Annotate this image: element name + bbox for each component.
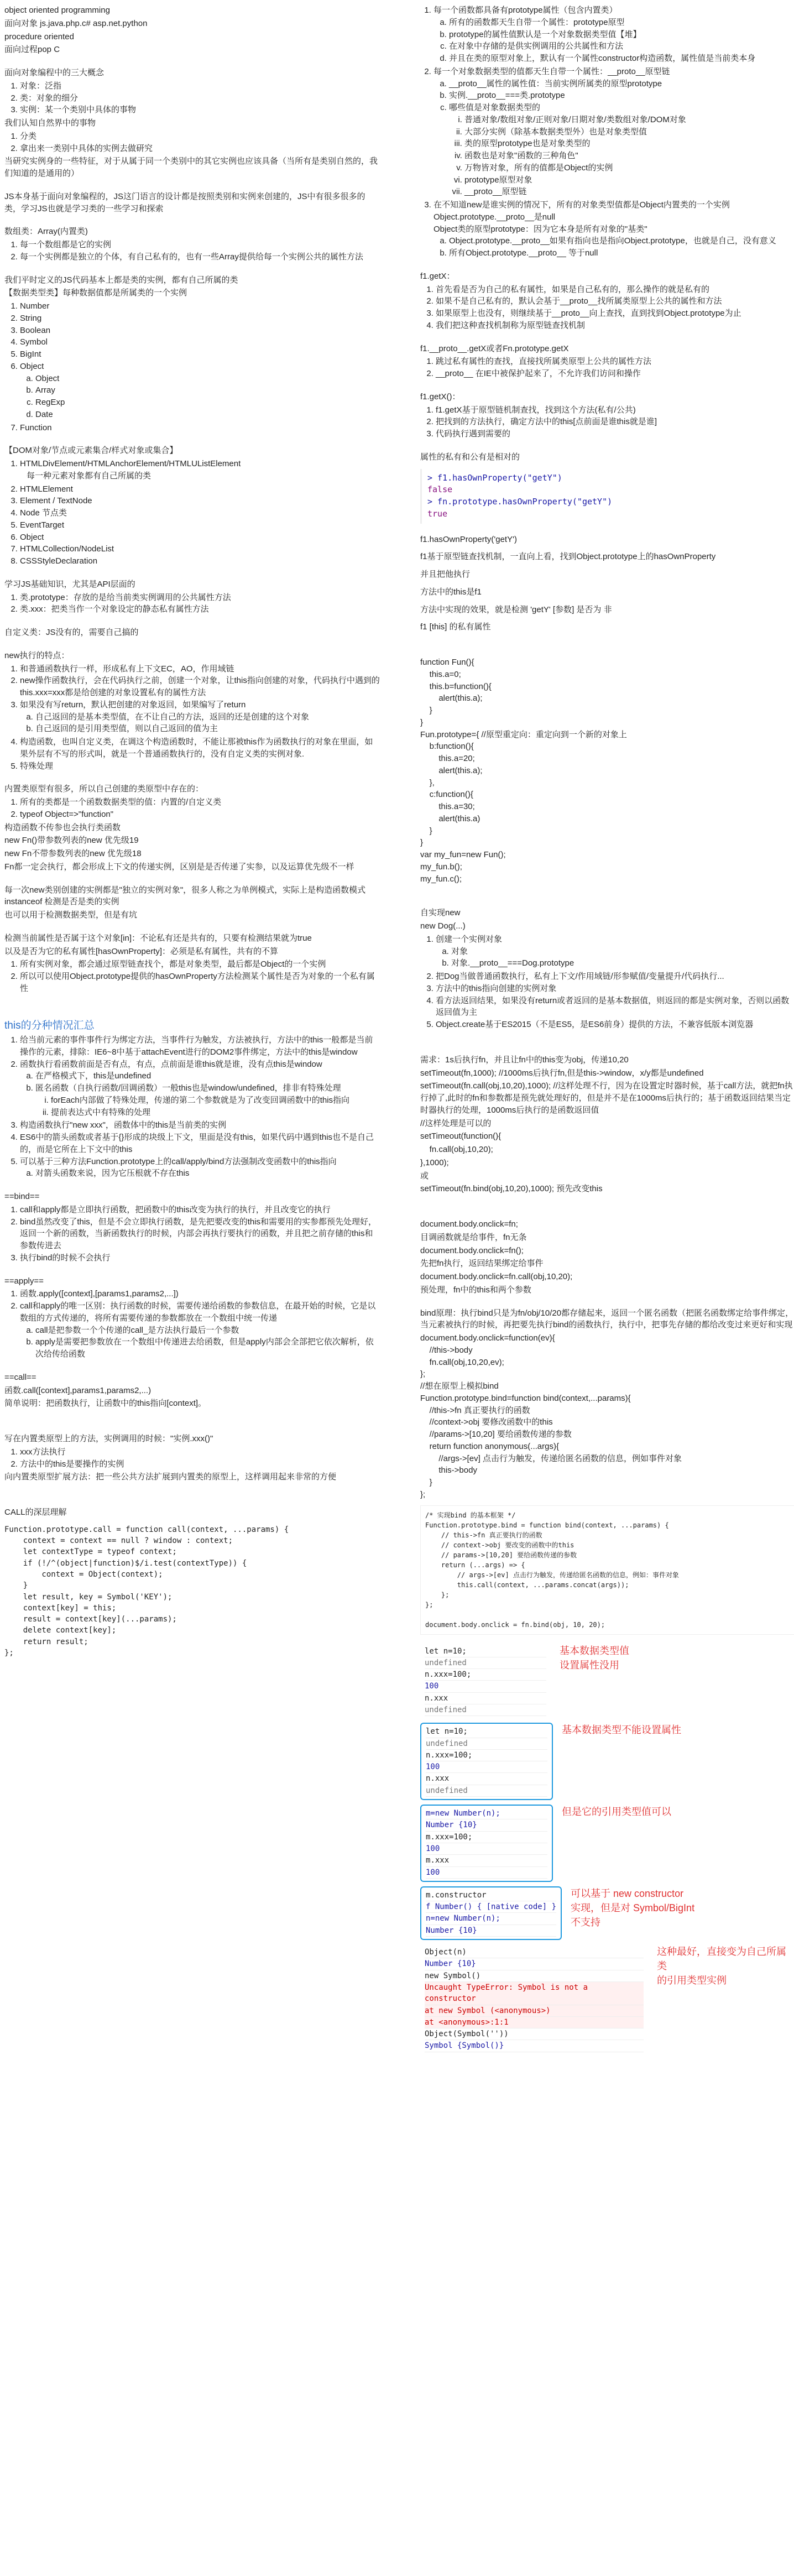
getx3-title: f1.getX()： <box>420 392 461 401</box>
devtools-line: n.xxx <box>425 1693 546 1704</box>
life-text: 我们认知自然界中的事物 <box>4 118 96 128</box>
new-return-rules <box>20 711 380 736</box>
obj-note-3a: a. Object.prototype.__proto__如果有指向也是指向Object.prototype，也就是自己，没有意义 <box>449 235 794 247</box>
timer-line: setTimeout(fn.bind(obj,10,20),1000); 预先改变this <box>420 1184 603 1194</box>
new-impl-item: 1. 创建一个实例对象 a. 对象 b. 对象.__proto__===Dog.prototype <box>436 934 794 969</box>
this-call-case: a. 对箭头函数来说，因为它压根就不存在this <box>35 1167 380 1180</box>
timer-line: //这样处理是可以的 <box>420 1118 492 1128</box>
click-line: document.body.onclick=fn(); <box>420 1245 524 1255</box>
bind-desc: bind原理：执行bind只是为fn/obj/10/20都存储起来，返回一个匿名函数（把匿名函数绑定给事件绑定，当元素被执行的时候，再把要先执行bind的函数执行，执行中，把事先存储的都给改变过来更好和实现 <box>420 1308 794 1330</box>
click-line: 预处理，fn中的this和两个参数 <box>420 1285 531 1295</box>
devtools-line: 100 <box>426 1843 547 1855</box>
datatype-item: 2. String <box>20 312 380 325</box>
this-item: 5. 可以基于三种方法Function.prototype上的call/apply/bind方法强制改变函数中的this指向 a. 对箭头函数来说，因为它压根就不存在this <box>20 1156 380 1180</box>
apply-item: 2. call和apply的唯一区别：执行函数的时候，需要传递给函数的参数信息，在最开始的时候，它是以数组的方式传递的，将所有需要传递的参数都放在一个数组中统一传递 a. call是把参数一个个传递的call_是方法执行最后一个参数 b. apply是需要把参数放在一个数组中传递进去给函数，但是apply内部会全部把它依次解析，依次给传给函数 <box>20 1300 380 1360</box>
devtools-line: Number {10} <box>426 1819 547 1831</box>
dom-note: 每一种元素对象都有自己所属的类 <box>27 471 152 481</box>
devtools-line: let n=10; <box>426 1726 547 1738</box>
builtin-item: 1. 所有的类都是一个函数数据类型的值：内置的/自定义类 <box>20 796 380 809</box>
devtools-console-dev1 <box>420 1644 551 1719</box>
datatype-intro: 我们平时定义的JS代码基本上都是类的实例，都有自己所属的类 <box>4 275 238 285</box>
array-item: 1. 每一个数组都是它的实例 <box>20 239 380 251</box>
para-2: JS本身基于面向对象编程的，JS这门语言的设计都是按照类别和实例来创建的，JS中有很多很多的类，学习JS也就是学习类的一些学习和探索 <box>4 191 365 213</box>
datatype-item: 6. Object a. Object b. Array c. RegExp d. Date <box>20 361 380 421</box>
intro-line: 面向过程pop C <box>4 45 60 55</box>
this-item: 4. ES6中的箭头函数或者基于{}形成的块级上下文，里面是没有this，如果代码中遇到this也不是自己的，而是它所在上下文中的this <box>20 1131 380 1156</box>
devtools-block-dev2 <box>420 1723 794 1800</box>
new-return-rule: b. 自己返回的是引用类型值，则以自己返回的值为主 <box>35 723 380 735</box>
timer-line: setTimeout(fn.call(obj,10,20),1000); //这样处理不行，因为在设置定时器时候，基于call方法，就把fn执行掉了,此时的fn和参数都是预先就处理好的，但是并不是在1000ms后执行的；基于函数返回结果当定时器执行的处理，1000ms后执行的是函数返回值 <box>420 1081 793 1115</box>
this-item: 3. 构造函数执行"new xxx"，函数体中的this是当前类的实例 <box>20 1119 380 1131</box>
devtools-line: undefined <box>425 1657 546 1669</box>
this-section-title: this的分种情况汇总 <box>4 1019 95 1031</box>
array-item: 2. 每一个实例都是独立的个体，有自己私有的，也有一些Array提供给每一个实例公共的属性方法 <box>20 251 380 263</box>
has-4: 方法中实现的效果，就是检测 'getY' [参数] 是否为 非 <box>420 604 612 614</box>
getx-item: 3. 如果原型上也没有，则继续基于__proto__向上查找，直到找到Object.prototype为止 <box>436 307 794 320</box>
datatype-title: 【数据类型类】每种数据值都是所属类的一个实例 <box>4 288 187 298</box>
object-subtype: b. Array <box>35 384 380 397</box>
obj-note-2: Object类的原型prototype：因为它本身是所有对象的"基类" <box>433 224 647 234</box>
check-title: 检测当前属性是否属于这个对象[in]：不论私有还是共有的，只要有检测结果就为true <box>4 933 312 943</box>
this-item: 2. 函数执行看函数前面是否有点，有点，点前面是谁this就是谁，没有点this是window a. 在严格模式下，this是undefined b. 匿名函数（自执行函数/回调函数）一般this也是window/undefined，排非有特殊处理 i. forEach内部做了特殊处理，传递的第二个参数就是为了改变回调函数中的this指向 ii. 提前表达式中有特殊的处理 <box>20 1058 380 1119</box>
obj-item-3: 在不知道new是谁实例的情况下，所有的对象类型值都是Object内置类的一个实例 <box>433 200 730 210</box>
annotation-note: 基本数据类型不能设置属性 <box>562 1724 681 1736</box>
devtools-line: undefined <box>426 1785 547 1797</box>
object-subtype: a. Object <box>35 373 380 385</box>
this-special-cases <box>35 1094 380 1119</box>
timer-line: },1000); <box>420 1157 449 1167</box>
has-2: 并且把他执行 <box>420 570 471 579</box>
dom-title: 【DOM对象/节点或元素集合/样式对象或集合】 <box>4 446 178 456</box>
bind-code-screenshot <box>420 1505 794 1635</box>
has-title: f1.hasOwnProperty('getY') <box>420 534 517 544</box>
devtools-line: Uncaught TypeError: Symbol is not a constructor <box>425 1982 644 2005</box>
object-kind: v. 万物皆对象，所有的值都是Object的实例 <box>464 162 794 174</box>
instanceof-text: 每一次new类别创建的实例都是"独立的实例对象"，很多人称之为单例模式，实际上是构造函数模式instanceof 检测是否是类的实例 <box>4 885 366 907</box>
life-item: 2. 拿出来一类别中具体的实例去做研究 <box>20 143 380 155</box>
console-line: false <box>427 484 453 495</box>
devtools-line: Object(n) <box>425 1947 644 1958</box>
this-function-case: b. 匿名函数（自执行函数/回调函数）一般this也是window/undefined，排非有特殊处理 i. forEach内部做了特殊处理，传递的第二个参数就是为了改变回调函数中的this指向 ii. 提前表达式中有特殊的处理 <box>35 1082 380 1118</box>
rule-title: 写在内置类原型上的方法，实例调用的时候："实例.xxx()" <box>4 1434 213 1444</box>
check-item: 1. 所有实例对象，都会通过原型链查找个，都是对象类型，最后都是Object的一个实例 <box>20 958 380 971</box>
devtools-line: undefined <box>426 1738 547 1750</box>
obj-item: c. 哪些值是对象数据类型的 i. 普通对象/数组对象/正则对象/日期对象/类数组对象/DOM对象 ii. 大部分实例（除基本数据类型外）也是对象类型值 iii. 类的原型prototype也是对象类型的 iv. 函数也是对象"函数的三种角色" v. 万物皆对象，所有的值都是Object的实例 vi. prototype原型对象 vii. __proto__原型链 <box>449 102 794 198</box>
intro-line: object oriented programming <box>4 6 110 15</box>
datatype-item: 1. Number <box>20 300 380 312</box>
obj-item: b. 实例.__proto__===类.prototype <box>449 90 794 102</box>
oop-item: 3. 实例：某一个类别中具体的事物 <box>20 104 380 116</box>
new-impl-item: 2. 把Dog当做普通函数执行，私有上下文/作用域链/形参赋值/变量提升/代码执行... <box>436 971 794 983</box>
array-title: 数组类：Array(内置类) <box>4 227 88 237</box>
dom-item: 4. Node 节点类 <box>20 507 380 519</box>
obj-note-1: Object.prototype.__proto__是null <box>433 212 556 222</box>
datatype-item: 4. Symbol <box>20 336 380 348</box>
click-line: 先把fn执行，返回结果绑定给事件 <box>420 1259 544 1269</box>
getx-item: 4. 我们把这种查找机制称为原型链查找机制 <box>436 320 794 332</box>
object-kind: ii. 大部分实例（除基本数据类型外）也是对象类型值 <box>464 126 794 138</box>
devtools-line: 100 <box>426 1867 547 1879</box>
devtools-line: new Symbol() <box>425 1970 644 1982</box>
has-5: f1 [this] 的私有属性 <box>420 622 491 632</box>
object-kind: i. 普通对象/数组对象/正则对象/日期对象/类数组对象/DOM对象 <box>464 114 794 126</box>
call-syntax: 函数.call([context],params1,params2,...) <box>4 1385 152 1395</box>
devtools-line: 100 <box>426 1761 547 1773</box>
getx2-title: f1.__proto__.getX或者Fn.prototype.getX <box>420 343 569 353</box>
dom-item: 5. EventTarget <box>20 519 380 531</box>
click-line: document.body.onclick=fn; <box>420 1219 518 1229</box>
new-item: 4. 构造函数，也叫自定义类，在调这个构造函数时，不能让那被this作为函数执行的对象在里面，如果外层有不写的形式叫，就是一个普通函数执行的，没有自定义类的实例对象. <box>20 736 380 760</box>
new-impl-sub <box>436 946 794 970</box>
new-item: 1. 和普通函数执行一样，形成私有上下文EC，AO，作用域链 <box>20 663 380 675</box>
object-kind: vi. prototype原型对象 <box>464 174 794 186</box>
devtools-console-dev2 <box>420 1723 553 1800</box>
new-impl-item: 4. 看方法返回结果，如果没有return或者返回的是基本数据值，则返回的都是实例对象，否则以函数返回值为主 <box>436 995 794 1019</box>
api-title: 学习JS基础知识，尤其是API层面的 <box>4 579 135 589</box>
new-item: 5. 特殊处理 <box>20 760 380 773</box>
proto-line: 构造函数不传参也会执行类函数 <box>4 822 121 832</box>
intro-line: 面向对象 js.java.php.c# asp.net.python <box>4 18 148 28</box>
devtools-line: Number {10} <box>426 1925 556 1937</box>
dom-item: 8. CSSStyleDeclaration <box>20 555 380 567</box>
devtools-line: 100 <box>425 1681 546 1692</box>
devtools-line: m=new Number(n); <box>426 1808 547 1819</box>
devtools-console-dev4 <box>420 1886 562 1940</box>
apply-item: 1. 函数.apply([context],[params1,params2,...]) <box>20 1288 380 1300</box>
devtools-line: n=new Number(n); <box>426 1913 556 1925</box>
annotation-note: 基本数据类型值 设置属性没用 <box>560 1645 629 1671</box>
builtin-title: 内置类原型有很多，所以自己创建的类原型中存在的： <box>4 784 204 794</box>
check-item: 2. 所以可以使用Object.prototype提供的hasOwnProperty方法检测某个属性是否为对象的一个私有属性 <box>20 971 380 995</box>
datatype-item: 5. BigInt <box>20 348 380 361</box>
devtools-console-dev3 <box>420 1805 553 1882</box>
new-title: new执行的特点： <box>4 650 70 660</box>
getx2-item: 1. 跳过私有属性的查找，直接找所属类原型上公共的属性方法 <box>436 356 794 368</box>
timer-line: setTimeout(function(){ <box>420 1131 502 1141</box>
devtools-line: Symbol {Symbol()} <box>425 2040 644 2052</box>
proto-section <box>433 4 794 65</box>
datatype-item: 3. Boolean <box>20 325 380 337</box>
obj-note-3b: b. 所有Object.prototype.__proto__ 等于null <box>449 247 794 259</box>
devtools-line: n.xxx <box>426 1773 547 1785</box>
oop-item: 2. 类：对象的细分 <box>20 92 380 105</box>
annotation-note: 这种最好，直接变为自己所属类 的引用类型实例 <box>657 1946 787 1986</box>
new-impl-title: 自实现new <box>420 908 461 918</box>
dom-item: 7. HTMLCollection/NodeList <box>20 543 380 555</box>
devtools-line: undefined <box>425 1704 546 1716</box>
obj-title: 每一个对象数据类型的值都天生自带一个属性：__proto__原型链 <box>433 66 670 76</box>
proto-title: 每一个函数都具备有prototype属性（包含内置类） <box>433 6 618 15</box>
apply-note: a. call是把参数一个个传递的call_是方法执行最后一个参数 <box>35 1324 380 1337</box>
rule-item: 1. xxx方法执行 <box>20 1446 380 1458</box>
new-impl-sub-item: a. 对象 <box>451 946 794 958</box>
devtools-line: n.xxx=100; <box>426 1750 547 1761</box>
obj-section-3 <box>433 199 794 259</box>
new-impl-head: new Dog(...) <box>420 921 466 931</box>
console-line: > fn.prototype.hasOwnProperty("getY") <box>427 497 613 507</box>
bind-event-code: document.body.onclick=function(ev){ //this->body fn.call(obj,10,20,ev); }; <box>420 1333 555 1379</box>
proto-item: b. prototype的属性值默认是一个对象数据类型值【堆】 <box>449 29 794 41</box>
new-impl-item: 3. 方法中的this指向创建的实例对象 <box>436 983 794 995</box>
custom-class-text: 自定义类：JS没有的，需要自己搞的 <box>4 628 139 637</box>
rule-item: 2. 方法中的this是要操作的实例 <box>20 1458 380 1470</box>
annotation-note: 但是它的引用类型值可以 <box>562 1806 671 1818</box>
getx2-item: 2. __proto__ 在IE中被保护起来了，不允许我们访问和操作 <box>436 368 794 380</box>
this-call-cases <box>20 1167 380 1180</box>
builtin-item: 2. typeof Object=>"function" <box>20 809 380 821</box>
api-item: 2. 类.xxx：把类当作一个对象设定的静态私有属性方法 <box>20 603 380 616</box>
devtools-line: let n=10; <box>425 1646 546 1657</box>
call-section-title: ==call== <box>4 1372 36 1382</box>
devtools-line: m.xxx=100; <box>426 1832 547 1843</box>
proto-item: a. 所有的函数都天生自带一个属性：prototype原型 <box>449 17 794 29</box>
devtools-line: n.xxx=100; <box>425 1669 546 1681</box>
getx-item: 2. 如果不是自己私有的，默认会基于__proto__找所属类原型上公共的属性和方法 <box>436 295 794 307</box>
devtools-block-dev3 <box>420 1805 794 1882</box>
timer-line: fn.call(obj,10,20); <box>420 1145 493 1154</box>
para-1: 当研究实例身的一些特征，对于从属于同一个类别中的其它实例也应该具备（当所有是类别自然的，我们知道的是通用的） <box>4 157 378 178</box>
object-subtype: d. Date <box>35 409 380 421</box>
timer-line: setTimeout(fn,1000); //1000ms后执行fn,但是this->window，x/y都是undefined <box>420 1068 704 1078</box>
dom-item: 2. HTMLElement <box>20 483 380 496</box>
this-special-case: ii. 提前表达式中有特殊的处理 <box>51 1107 380 1119</box>
new-fn-2: new Fn不带参数列表的new 优先级18 <box>4 849 142 858</box>
this-function-case: a. 在严格模式下，this是undefined <box>35 1070 380 1082</box>
bind-section-title: ==bind== <box>4 1192 40 1202</box>
dom-item: 1. HTMLDivElement/HTMLAnchorElement/HTMLUListElement 每一种元素对象都有自己所属的类 <box>20 458 380 482</box>
has-desc: f1基于原型链查找机制，一直向上看，找到Object.prototype上的hasOwnProperty <box>420 552 716 562</box>
devtools-block-dev5 <box>420 1944 794 2054</box>
obj-item: a. __proto__属性的属性值：当前实例所属类的原型prototype <box>449 78 794 90</box>
new-return-rule: a. 自己返回的是基本类型值，在不让自己的方法，返回的还是创建的这个对象 <box>35 711 380 723</box>
dom-item: 3. Element / TextNode <box>20 495 380 507</box>
annotation-note: 可以基于 new constructor 实现，但是对 Symbol/BigInt 不支持 <box>571 1887 695 1928</box>
fn-note: Fn都一定会执行，都会形成上下文的传递实例，区别是是否传递了实参，以及运算优先级不一样 <box>4 862 354 872</box>
bind-item: 1. call和apply都是立即执行函数，把函数中的this改变为执行的执行，并且改变它的执行 <box>20 1204 380 1216</box>
api-item: 1. 类.prototype：存放的是给当前类实例调用的公共属性方法 <box>20 592 380 604</box>
getx-item: 1. 首先看是否为自己的私有属性，如果是自己私有的，那么操作的就是私有的 <box>436 284 794 296</box>
left-notes-column <box>4 4 380 1659</box>
new-item: 2. new操作函数执行，会在代码执行之前，创建一个对象，让this指向创建的对象，代码执行中遇到的this.xxx=xxx都是给创建的对象设置私有的属性方法 <box>20 675 380 699</box>
this-special-case: i. forEach内部做了特殊处理，传递的第二个参数就是为了改变回调函数中的this指向 <box>51 1094 380 1107</box>
right-notes-column <box>420 4 794 2054</box>
call-source-title: CALL的深层理解 <box>4 1508 67 1518</box>
apply-note: b. apply是需要把参数放在一个数组中传递进去给函数，但是apply内部会全部把它依次解析，依次给传给函数 <box>35 1336 380 1360</box>
call-desc: 简单说明：把函数执行，让函数中的this指向[context]。 <box>4 1399 207 1409</box>
intro-line: procedure oriented <box>4 32 74 41</box>
devtools-line: at <anonymous>:1:1 <box>425 2017 644 2029</box>
bind-proto-code: //想在原型上模拟bind Function.prototype.bind=function bind(context,...params){ //this->fn 真正要执行的函数 //context->obj 要修改函数中的this //params->[10,20] 要给函数传递的参数 return function anonymous(...args){ //args->[ev] 点击行为触发，传递给匿名函数的信息，例如事件对象 this->body } }; <box>420 1381 682 1499</box>
click-line: 目调函数就是给事件，fn无条 <box>420 1232 527 1242</box>
timer-title: 需求：1s后执行fn，并且让fn中的this变为obj，传递10,20 <box>420 1055 629 1065</box>
devtools-line: at new Symbol (<anonymous>) <box>425 2005 644 2017</box>
new-fn-1: new Fn()带参数列表的new 优先级19 <box>4 836 139 846</box>
oop-title: 面向对象编程中的三大概念 <box>4 68 105 77</box>
devtools-console-1 <box>420 469 794 524</box>
datatype-item: 7. Function <box>20 422 380 434</box>
life-item: 1. 分类 <box>20 131 380 143</box>
object-subtype: c. RegExp <box>35 397 380 409</box>
oop-item: 1. 对象：泛指 <box>20 80 380 92</box>
new-impl-item: 5. Object.create基于ES2015（不是ES5，是ES6前身）提供的方法，不兼容低版本浏览器 <box>436 1019 794 1031</box>
this-item: 1. 给当前元素的事件事件行为绑定方法，当事件行为触发，方法被执行，方法中的this一般都是当前操作的元素，排除：IE6~8中基于attachEvent进行的DOM2事件绑定，方法中的this是window <box>20 1034 380 1058</box>
object-kind: iii. 类的原型prototype也是对象类型的 <box>464 138 794 150</box>
instanceof-text-2: 也可以用于检测数据类型，但是有坑 <box>4 910 138 920</box>
object-subtypes <box>20 373 380 421</box>
check-title-2: 以及是否为它的私有属性[hasOwnProperty]：必须是私有属性，共有的不算 <box>4 946 279 956</box>
getx3-item: 2. 把找到的方法执行，确定方法中的this[点前面是谁this就是谁] <box>436 416 794 428</box>
fun-prototype-code: function Fun(){ this.a=0; this.b=function(){ alert(this.a); } } Fun.prototype={ //原型重定向：重定向到一个新的对象上 b:function(){ this.a=20; alert(this.a); }, c:function(){ this.a=30; alert(this.a) } } var my_fun=new Fun(); my_fun.b(); my_fun.c(); <box>420 658 627 884</box>
obj-section <box>433 66 794 198</box>
bind-item: 3. 执行bind的时候不会执行 <box>20 1252 380 1264</box>
call-source-code: Function.prototype.call = function call(context, ...params) { context = context == null ? window : context; let contextType = typeof context; if (!/^(object|function)$/i.test(contextType)) { context = Object(context); } let result, key = Symbol('KEY'); context[key] = this; result = context[key](...params); delete context[key]; return result; }; <box>4 1525 289 1658</box>
devtools-line: Object(Symbol('')) <box>425 2029 644 2040</box>
bind-item: 2. bind虽然改变了this，但是不会立即执行函数，是先把要改变的this和需要用的实参都预先处理好，返回一个新的函数，当新函数执行的时候，内部会再执行要执行的函数，并且把之前存储的this和参数传进去 <box>20 1216 380 1252</box>
this-function-cases <box>20 1070 380 1118</box>
public-private-title: 属性的私有和公有是相对的 <box>420 452 520 462</box>
getx3-item: 1. f1.getX基于原型链机制查找，找到这个方法(私有/公共) <box>436 404 794 416</box>
devtools-line: Number {10} <box>425 1958 644 1970</box>
apply-section-title: ==apply== <box>4 1276 44 1286</box>
click-line: document.body.onclick=fn.call(obj,10,20); <box>420 1272 573 1281</box>
getx-title: f1.getX： <box>420 271 455 281</box>
devtools-block-dev1 <box>420 1644 794 1719</box>
devtools-line: f Number() { [native code] } <box>426 1901 556 1913</box>
console-line: true <box>427 508 448 519</box>
dom-item: 6. Object <box>20 531 380 544</box>
proto-item: c. 在对象中存储的是供实例调用的公共属性和方法 <box>449 40 794 53</box>
object-kind: vii. __proto__原型链 <box>464 186 794 198</box>
devtools-line: m.constructor <box>426 1890 556 1901</box>
devtools-console-dev5 <box>420 1944 648 2054</box>
console-line: > f1.hasOwnProperty("getY") <box>427 472 562 483</box>
new-item: 3. 如果没有写return，默认把创建的对象返回，如果编写了return a. 自己返回的是基本类型值，在不让自己的方法，返回的还是创建的这个对象 b. 自己返回的是引用类型值，则以自己返回的值为主 <box>20 699 380 735</box>
new-impl-sub-item: b. 对象.__proto__===Dog.prototype <box>451 957 794 969</box>
has-3: 方法中的this是f1 <box>420 587 482 597</box>
devtools-line: m.xxx <box>426 1855 547 1866</box>
rule-note: 向内置类原型扩展方法：把一些公共方法扩展到内置类的原型上，这样调用起来非常的方便 <box>4 1472 337 1482</box>
apply-notes <box>20 1324 380 1360</box>
timer-line: 或 <box>420 1171 429 1181</box>
object-kind: iv. 函数也是对象"函数的三种角色" <box>464 150 794 162</box>
devtools-block-dev4 <box>420 1886 794 1940</box>
proto-item: d. 并且在类的原型对象上，默认有一个属性constructor构造函数，属性值是当前类本身 <box>449 53 794 65</box>
getx3-item: 3. 代码执行遇到需要的 <box>436 428 794 440</box>
bind-img-code-text: /* 实现bind 的基本框架 */ Function.prototype.bind = function bind(context, ...params) { // this->fn 真正要执行的函数 // context->obj 要改变的函数中的this // params->[10,20] 要给函数传递的参数 return (...args) => { // args->[ev] 点击行为触发，传递给匿名函数的信息，例如：事件对象 this.call(context, ...params.concat(args)); }; }; document.body.onclick = fn.bind(obj, 10, 20); <box>425 1511 679 1629</box>
object-kinds <box>449 114 794 198</box>
